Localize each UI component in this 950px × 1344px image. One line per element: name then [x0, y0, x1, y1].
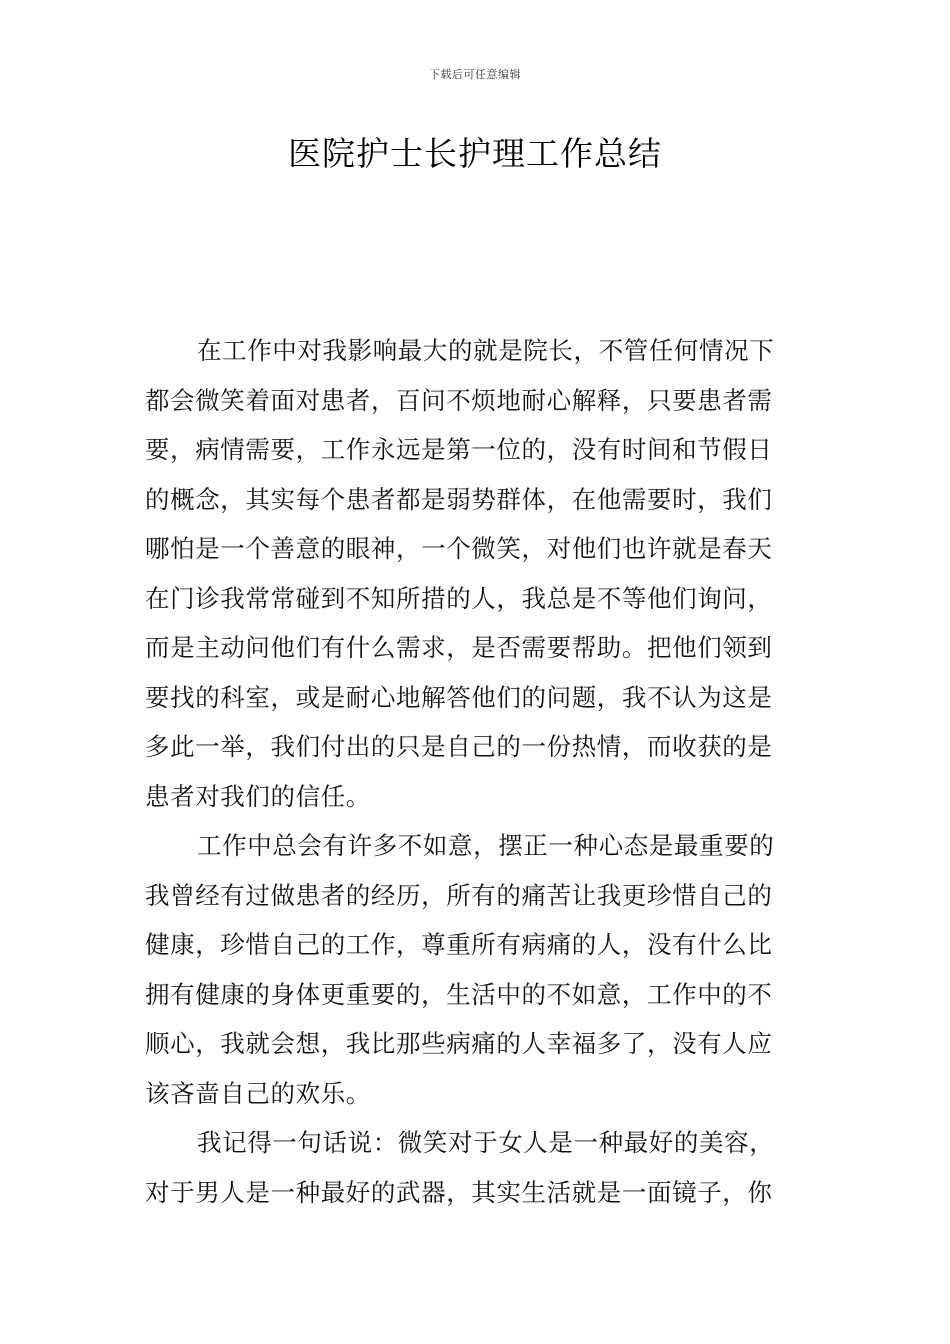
paragraph-line: 健康，珍惜自己的工作，尊重所有病痛的人，没有什么比	[145, 930, 773, 959]
paragraph-line: 在门诊我常常碰到不知所措的人，我总是不等他们询问，	[145, 583, 773, 613]
paragraph-line: 拥有健康的身体更重要的，生活中的不如意，工作中的不	[145, 979, 773, 1009]
paragraph-line: 都会微笑着面对患者，百问不烦地耐心解释，只要患者需	[145, 385, 773, 415]
paragraph-line: 患者对我们的信任。	[145, 781, 371, 811]
paragraph-line: 工作中总会有许多不如意，摆正一种心态是最重要的	[197, 831, 775, 860]
header-note: 下载后可任意编辑	[429, 68, 521, 81]
paragraph-line: 而是主动问他们有什么需求，是否需要帮助。把他们领到	[145, 633, 773, 662]
paragraph-line: 顺心，我就会想，我比那些病痛的人幸福多了，没有人应	[145, 1029, 773, 1058]
paragraph-line: 的概念，其实每个患者都是弱势群体，在他需要时，我们	[145, 484, 773, 514]
paragraph-line: 要，病情需要，工作永远是第一位的，没有时间和节假日	[145, 435, 773, 464]
document-title: 医院护士长护理工作总结	[288, 134, 662, 173]
document-body	[145, 326, 810, 1217]
paragraph-line: 在工作中对我影响最大的就是院长，不管任何情况下	[197, 336, 775, 365]
paragraph-line: 多此一举，我们付出的只是自己的一份热情，而收获的是	[145, 732, 773, 761]
paragraph-line: 我曾经有过做患者的经历，所有的痛苦让我更珍惜自己的	[145, 880, 773, 910]
paragraph-line: 我记得一句话说：微笑对于女人是一种最好的美容，	[197, 1128, 775, 1157]
paragraph-line: 该吝啬自己的欢乐。	[145, 1078, 371, 1108]
paragraph-line: 哪怕是一个善意的眼神，一个微笑，对他们也许就是春天	[145, 534, 773, 563]
paragraph-line: 对于男人是一种最好的武器，其实生活就是一面镜子，你	[145, 1177, 773, 1207]
paragraph-line: 要找的科室，或是耐心地解答他们的问题，我不认为这是	[145, 682, 773, 712]
